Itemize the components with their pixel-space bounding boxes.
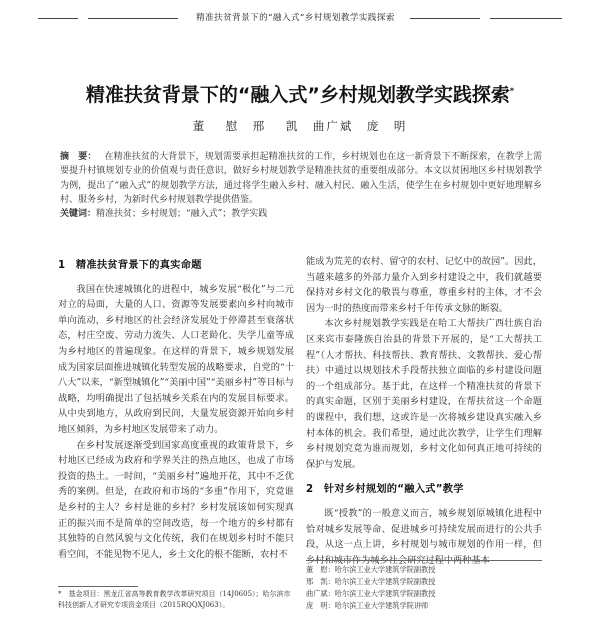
body-paragraph: 本次乡村规划教学实践是在哈工大帮扶广西壮族自治区来宾市泰隆族自治县的背景下开展的，是“工大帮扶工程”（人才帮扶、科技帮扶、教育帮扶、文教帮扶、爱心帮扶）中通过以规划技术手段帮扶独立面临的乡村建设问题的一个组成部分。基于此，在这样一个精准扶贫的背景下的真实命题，区别于美丽乡村建设，在帮扶贫这一个命题的课程中，我们想，这或许是一次将城乡建设真实融入乡村本体的机会。我们希望，通过此次教学，让学生们理解乡村规划究竟为谁而规划，乡村文化如何真正地可持续的保护与发展。 bbox=[306, 318, 542, 470]
keywords-label: 关键词： bbox=[60, 209, 97, 219]
author-list: 董 慰 邢 凯 曲广斌 庞 明 bbox=[192, 119, 408, 133]
running-header bbox=[38, 9, 562, 25]
keywords bbox=[60, 208, 542, 221]
header-rule bbox=[490, 18, 562, 19]
body-paragraph: 我国在快速城镇化的进程中，城乡发展“极化”与二元对立的局面，大量的人口、资源等发展要素向乡村向城市单向流动，乡村地区的社会经济发展处于停滞甚至衰落状态，村庄空废、劳动力流失、人口老龄化、失学儿童等成为乡村地区的普遍现象。在这样的背景下，城乡规划发展成为国家层面推进城镇化转型发展的战略要求，自党的“十八大”以来，“新型城镇化”“美丽中国”“美丽乡村”等目标与战略，均明确提出了包括城乡关系在内的发展目标要求。从中央到地方，从政府到民间，大量发展资源开始向乡村地区倾斜，为乡村地区发展带来了动力。 bbox=[58, 283, 294, 435]
abstract bbox=[60, 150, 542, 208]
header-rule bbox=[88, 18, 178, 19]
funding-footnote bbox=[58, 586, 294, 611]
right-column bbox=[306, 254, 542, 568]
body-paragraph: 能成为荒芜的农村、留守的农村、记忆中的故园”。因此，当越来越多的外部力量介入到乡村建设之中，我们就越要保持对乡村文化的敬畏与尊重，尊重乡村的主体，才不会因为一时的热度而带来乡村千年传承文脉的断裂。 bbox=[306, 256, 542, 314]
author-note: 庞 明：哈尔滨工业大学建筑学院讲师 bbox=[306, 601, 429, 610]
section-2-heading: 2 针对乡村规划的“融入式”教学 bbox=[306, 484, 464, 496]
left-column bbox=[58, 254, 294, 562]
running-header-text: 精准扶贫背景下的“融入式”乡村规划教学实践探索 bbox=[196, 13, 395, 23]
section-1-heading: 1 精准扶贫背景下的真实命题 bbox=[58, 260, 202, 271]
paper-title-text: 精准扶贫背景下的“融入式”乡村规划教学实践探索 bbox=[85, 84, 510, 106]
title-footnote-mark: * bbox=[509, 86, 515, 96]
header-rule bbox=[410, 18, 480, 19]
author-note: 董 慰：哈尔滨工业大学建筑学院副教授 bbox=[306, 565, 436, 574]
body-paragraph: 既“授教”的一般意义而言，城乡规划原城镇化进程中恰对城乡发展等命、促进城乡可持续发展而进行的公共手段，从这一点上讲，乡村规划与城市规划的作用一样，但乡村和城市作为城乡社会研究过程中两种基本 bbox=[306, 507, 542, 566]
author-notes bbox=[306, 560, 542, 612]
paper-title bbox=[40, 80, 560, 107]
header-rule bbox=[38, 18, 78, 19]
body-paragraph: 在乡村发展逐渐受到国家高度重视的政策背景下，乡村地区已经成为政府和学界关注的热点地区，也成了市场投资的热土。一时间，“美丽乡村”遍地开花，其中不乏优秀的案例。但是，在政府和市场的“多重”作用下，究竟谁是乡村的主人？乡村是谁的乡村？乡村发展该如何实现真正的振兴而不是简单的空间改造，每一个地方的乡村都有其独特的自然风貌与文化传统，我们在规划乡村时不能只看空间，不能见物不见人，乡土文化的根不能断，农村不 bbox=[58, 439, 294, 560]
footnote-rule bbox=[306, 560, 542, 561]
abstract-label: 摘 要： bbox=[60, 152, 97, 162]
abstract-text: 在精准扶贫的大背景下，规划需要承担起精准扶贫的工作，乡村规划也在这一新背景下不断探索，在教学上需要提升村镇规划专业的价值观与责任意识，做好乡村规划教学是精准扶贫的重要组成部分。本文以贫困地区乡村规划教学为例，提出了“融入式”的规划教学方法，通过将学生融入乡村、融入村民、融入生活，使学生在乡村规划中更好地理解乡村、服务乡村，为新时代乡村规划教学提供借鉴。 bbox=[60, 152, 542, 206]
funding-footnote-text: * 基金项目：黑龙江省高等教育教学改革研究项目（14J0605）；哈尔滨市科技创新人才研究专项资金项目（2015RQQXJ063）。 bbox=[58, 590, 291, 609]
author-note: 邢 凯：哈尔滨工业大学建筑学院副教授 bbox=[306, 577, 436, 586]
footnote-rule bbox=[58, 586, 138, 587]
author-note: 曲广斌：哈尔滨工业大学建筑学院副教授 bbox=[306, 589, 436, 598]
keywords-text: 精准扶贫；乡村规划；“融入式”；教学实践 bbox=[96, 209, 268, 219]
